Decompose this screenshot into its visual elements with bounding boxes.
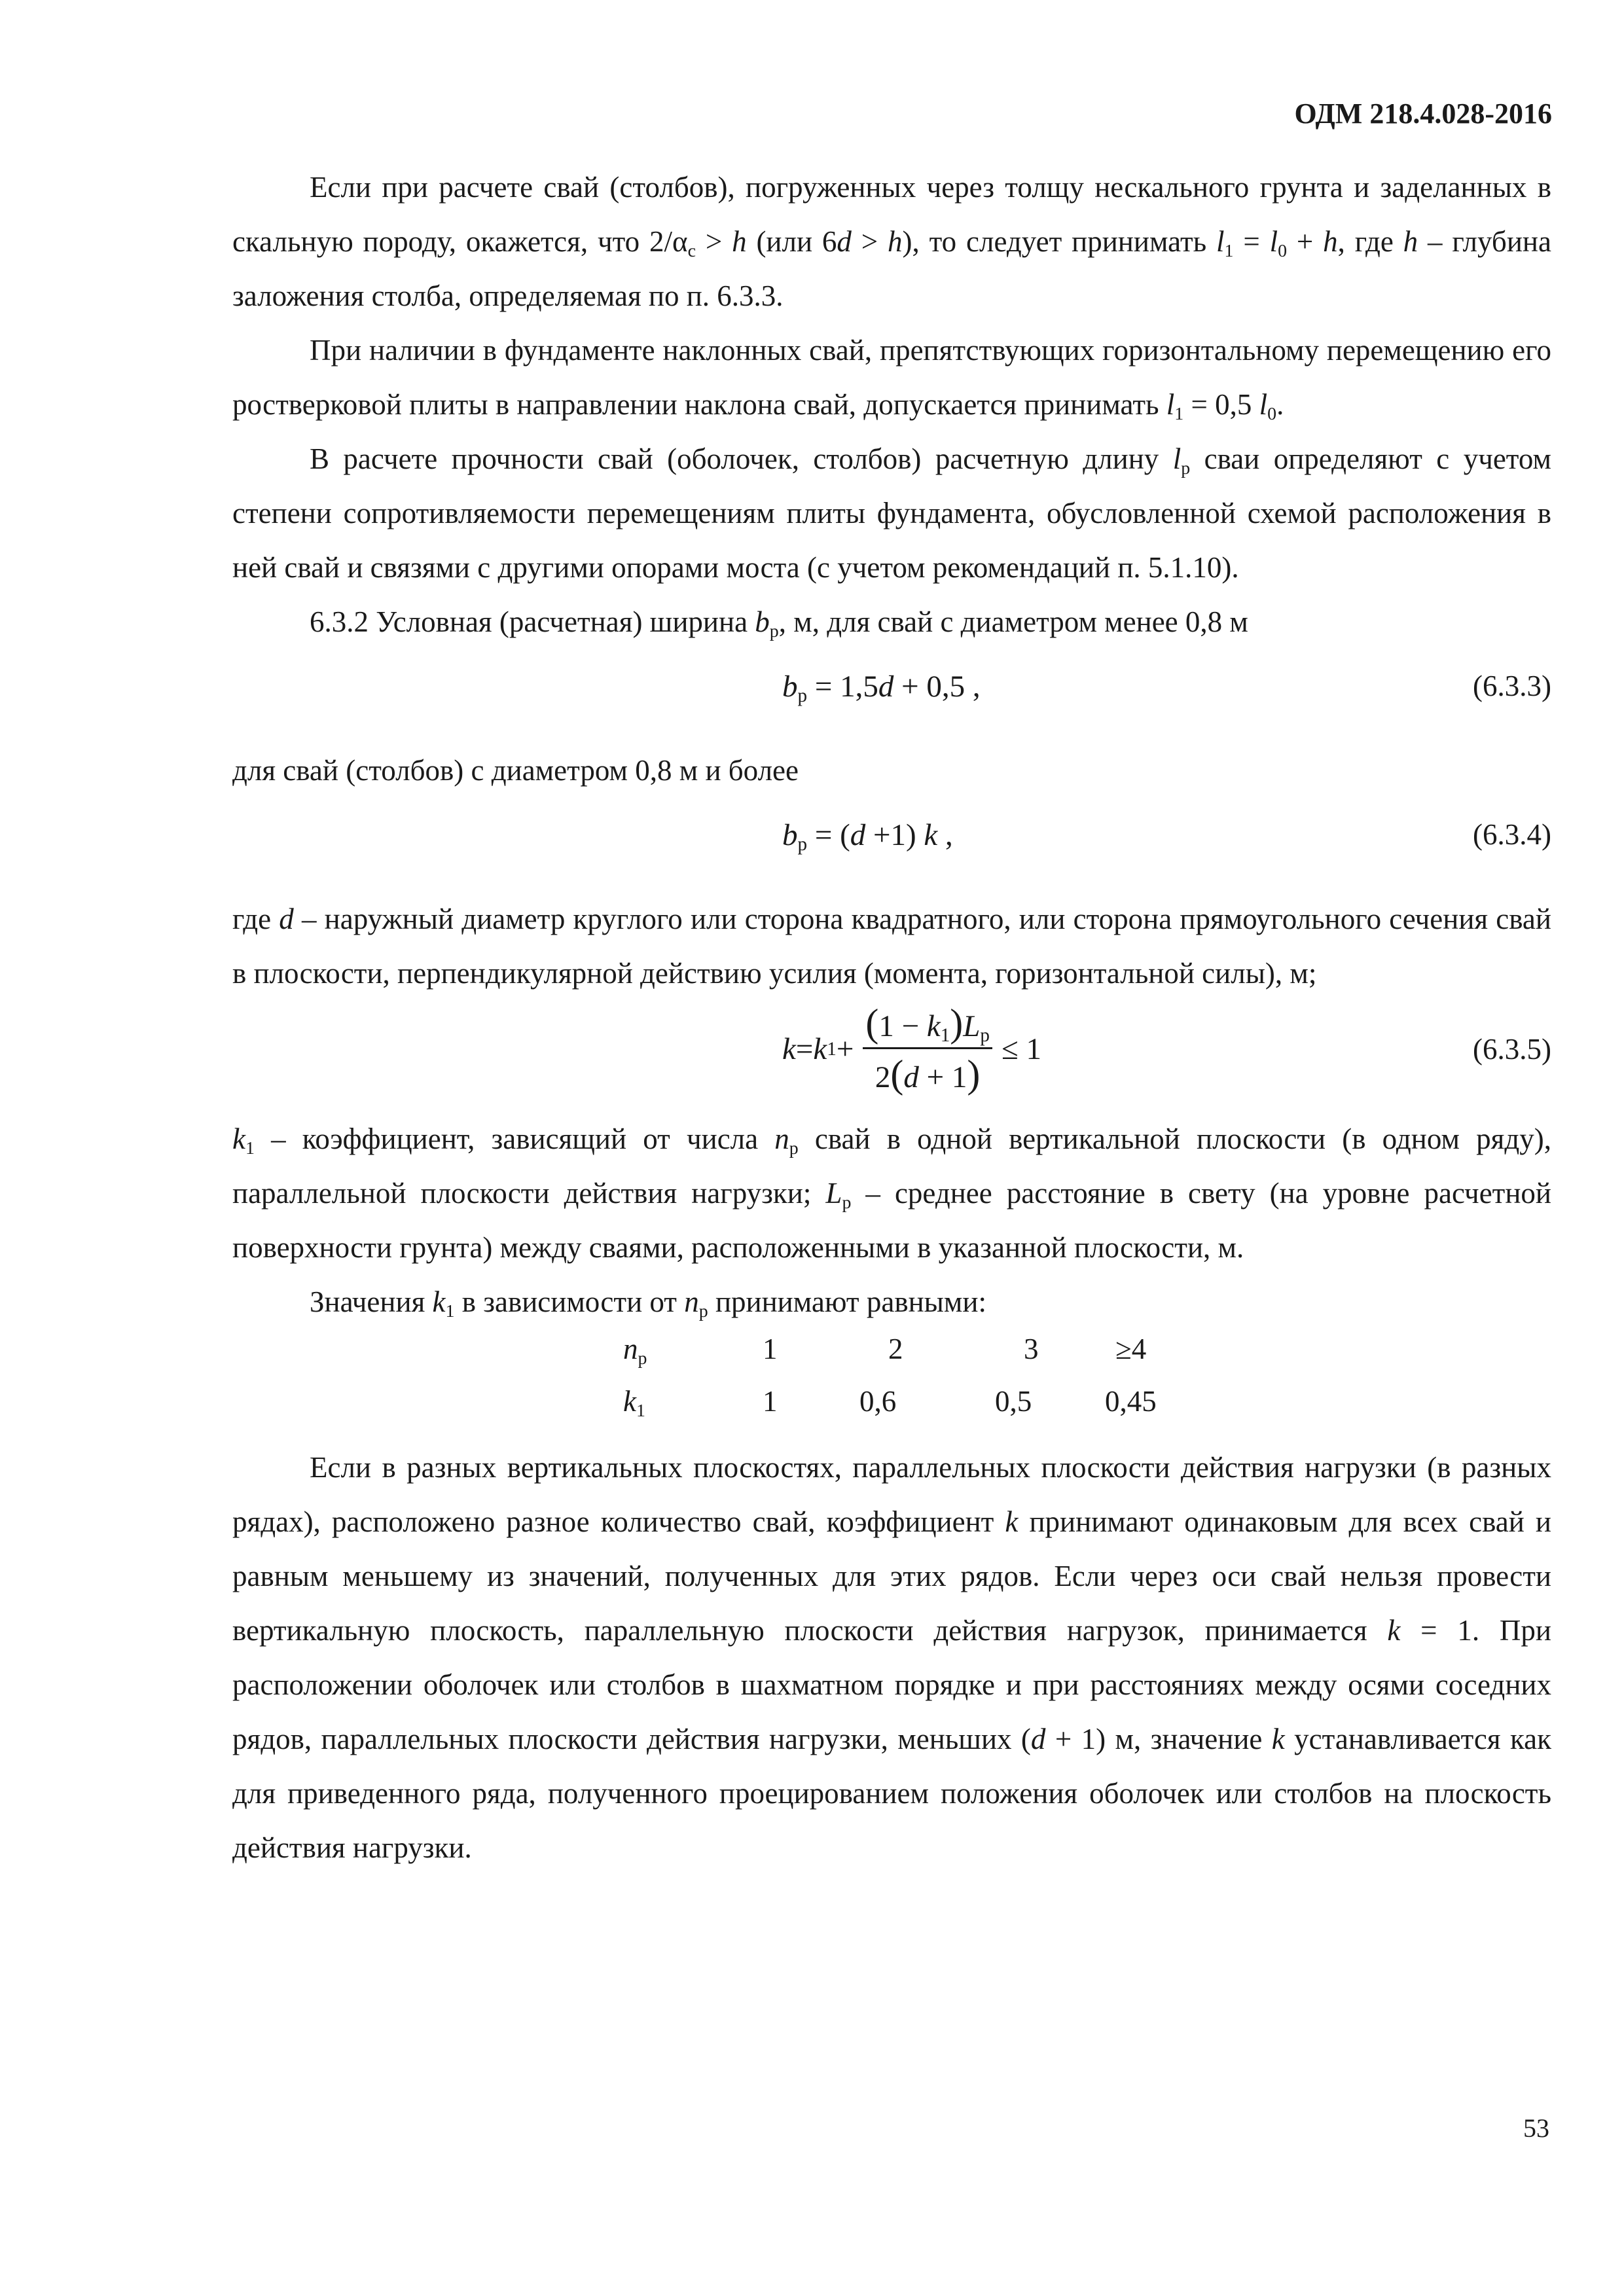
document-code: ОДМ 218.4.028-2016 <box>1294 98 1552 130</box>
equation-number: (6.3.5) <box>1473 1033 1551 1066</box>
paragraph-inclined-piles: При наличии в фундаменте наклонных свай, препятствующих горизонтальному перемещению его ростверковой плиты в направлении наклона свай, допускается принимать $l_1 = 0,5$ $l_0$. <box>232 334 1551 424</box>
k1-values-table <box>232 1329 1551 1441</box>
paragraph-clause-6-3-2: 6.3.2 Условная (расчетная) ширина $b_p$, м, для свай с диаметром менее 0,8 м <box>310 605 1248 641</box>
formula: $b_p = 1,5d + 0,5$ , <box>782 670 981 707</box>
table-row-label-np: $n_p$ <box>623 1333 647 1369</box>
equation-number: (6.3.4) <box>1473 818 1551 851</box>
fraction <box>863 1001 992 1097</box>
paragraph-rock-embedded-piles: Если при расчете свай (столбов), погруженных через толщу нескального грунта и заделанных в скальную породу, окажется, что $2/\alpha_c > h$ (или 6d > h), то следует принимать $l_1 = l_0 + h$, где h – глубина заложения столба, определяемая по п. 6.3.3. <box>232 171 1551 312</box>
paragraph-large-diameter: для свай (столбов) с диаметром 0,8 м и более <box>232 754 799 787</box>
table-cell: 1 <box>763 1333 778 1365</box>
paragraph-k1-values-intro: Значения $k_1$ в зависимости от $n_p$ принимают равными: <box>310 1285 986 1321</box>
fraction-denominator: 2(d + 1) <box>875 1052 981 1096</box>
table-cell: 0,45 <box>1105 1385 1157 1418</box>
table-row-label-k1: $k_1$ <box>623 1385 645 1421</box>
page-number: 53 <box>1523 2113 1549 2143</box>
table-cell: 0,5 <box>995 1385 1032 1418</box>
paragraph-k1-definition: $k_1$ – коэффициент, зависящий от числа $n_p$ свай в одной вертикальной плоскости (в одном ряду), параллельной плоскости действия нагрузки; $L_p$ – среднее расстояние в свету (на уровне расчетной поверхности грунта) между сваями, расположенными в указанной плоскости, м. <box>232 1122 1551 1264</box>
page-content <box>232 160 1551 1875</box>
equation-number: (6.3.3) <box>1473 670 1551 702</box>
fraction-numerator: $(1 - k_1)L_p$ <box>863 1001 992 1049</box>
table-cell: 3 <box>1024 1333 1039 1365</box>
paragraph-where-d: где d – наружный диаметр круглого или сторона квадратного, или сторона прямоугольного сечения свай в плоскости, перпендикулярной действию усилия (момента, горизонтальной силы), м; <box>232 903 1551 990</box>
paragraph-different-rows: Если в разных вертикальных плоскостях, параллельных плоскости действия нагрузки (в разных рядах), расположено разное количество свай, коэффициент k принимают одинаковым для всех свай и равным меньшему из значений, полученных для этих рядов. Если через оси свай нельзя провести вертикальную плоскость, параллельную плоскости действия нагрузок, принимается k = 1. При расположении оболочек или столбов в шахматном порядке и при расстояниях между осями соседних рядов, параллельных плоскости действия нагрузки, меньших (d + 1) м, значение k устанавливается как для приведенного ряда, полученного проецированием положения оболочек или столбов на плоскость действия нагрузки. <box>232 1451 1551 1864</box>
equation-6-3-5 <box>232 1001 1551 1112</box>
equation-6-3-4 <box>232 798 1551 892</box>
formula: k = k 1 + $\frac{(1 - k_1)L_p}{2(d + 1)}$ ≤ 1 <box>782 1001 1042 1096</box>
table-cell: 0,6 <box>859 1385 897 1418</box>
table-cell: ≥4 <box>1115 1333 1147 1365</box>
equation-6-3-3 <box>232 649 1551 744</box>
table-cell: 1 <box>763 1385 778 1418</box>
paragraph-design-length: В расчете прочности свай (оболочек, столбов) расчетную длину $l_p$ сваи определяют с учетом степени сопротивляемости перемещениям плиты фундамента, обусловленной схемой расположения в ней свай и связями с другими опорами моста (с учетом рекомендаций п. 5.1.10). <box>232 442 1551 584</box>
table-cell: 2 <box>888 1333 903 1365</box>
formula: $b_p = (d +1)$ k , <box>782 818 953 855</box>
